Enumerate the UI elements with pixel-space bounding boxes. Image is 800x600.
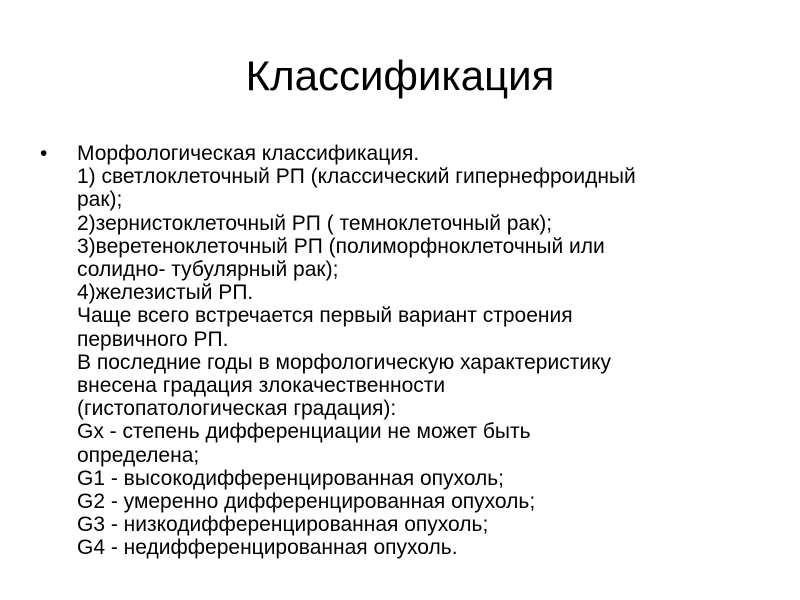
- text-line: В последние годы в морфологическую характеристику: [77, 350, 611, 374]
- text-line: Морфологическая классификация.: [77, 142, 420, 165]
- text-line: G1 - высокодифференцированная опухоль;: [77, 466, 505, 490]
- text-line: (гистопатологическая градация):: [77, 397, 397, 421]
- text-line: G4 - недифференцированная опухоль.: [77, 536, 458, 560]
- text-line: первичного РП.: [77, 327, 229, 351]
- text-line: G2 - умеренно дифференцированная опухоль;: [77, 490, 536, 514]
- bullet-icon: •: [40, 142, 48, 165]
- text-line: Gx - степень дифференциации не может быть: [77, 420, 531, 444]
- text-line: 3)веретеноклеточный РП (полиморфноклеточный или: [77, 234, 605, 258]
- text-line: 1) светлоклеточный РП (классический гипернефроидный: [77, 165, 636, 189]
- text-line: солидно- тубулярный рак);: [77, 258, 339, 282]
- text-line: рак);: [77, 188, 123, 212]
- text-line: 4)железистый РП.: [77, 281, 254, 305]
- text-line: G3 - низкодифференцированная опухоль;: [77, 513, 489, 537]
- text-line: определена;: [77, 443, 200, 467]
- text-line: 2)зернистоклеточный РП ( темноклеточный рак);: [77, 211, 553, 235]
- slide-title: Классификация: [245, 52, 555, 99]
- text-line: Чаще всего встречается первый вариант строения: [77, 304, 573, 328]
- bullet-text: [77, 142, 757, 560]
- text-line: внесена градация злокачественности: [77, 374, 446, 398]
